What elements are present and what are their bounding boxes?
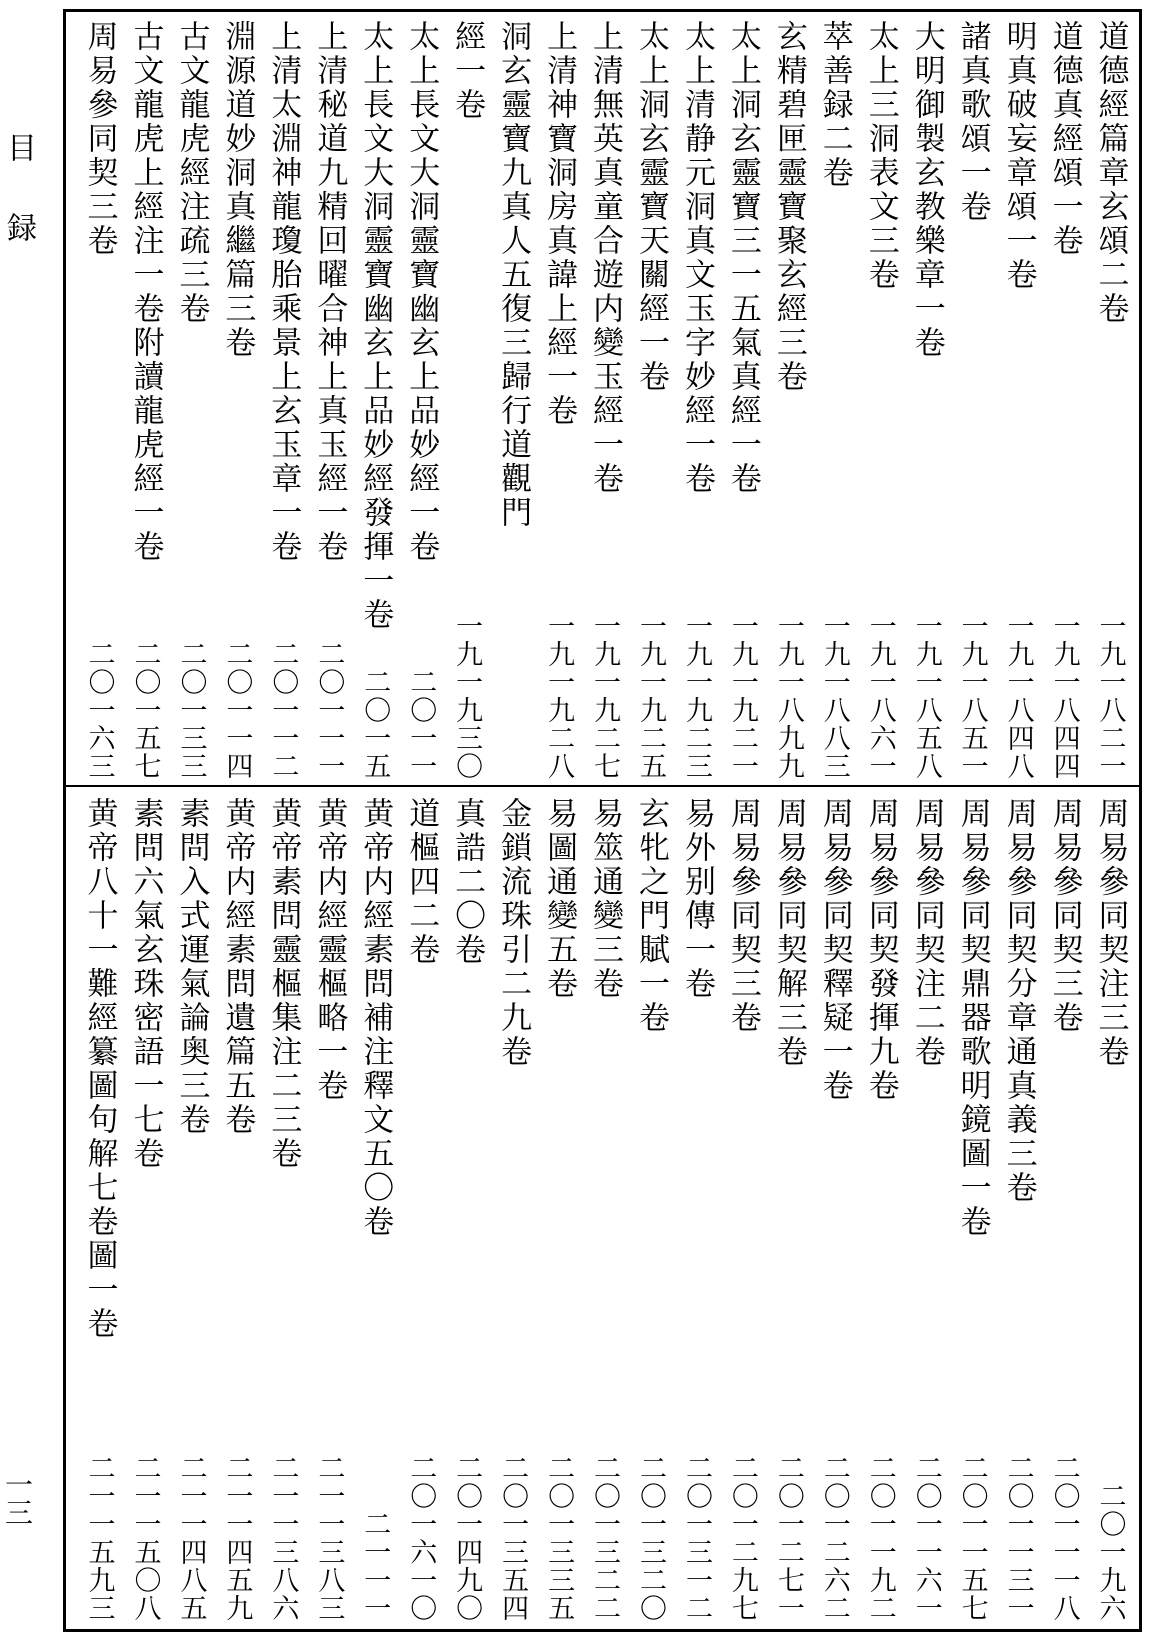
entry-title: 周易參同契發揮九卷 [862, 797, 899, 1103]
catalog-entry [260, 20, 306, 780]
catalog-entry [995, 20, 1041, 780]
entry-title: 周易參同契分章通真義三卷 [1000, 797, 1037, 1205]
catalog-entry [857, 797, 903, 1622]
entry-title: 玄牝之門賦一卷 [632, 797, 669, 1035]
catalog-entry [995, 797, 1041, 1622]
catalog-entry [811, 797, 857, 1622]
catalog-entry [122, 797, 168, 1622]
catalog-entry [949, 20, 995, 780]
catalog-entry [490, 20, 536, 780]
entry-page: 二〇一三一二 [680, 1454, 712, 1622]
entry-page: 一九一八八三 [818, 612, 850, 780]
entry-title: 素問六氣玄珠密語一七卷 [127, 797, 164, 1171]
catalog-entry [949, 797, 995, 1622]
divider [66, 785, 1139, 787]
entry-title: 周易參同契三卷 [81, 20, 118, 258]
entry-title: 萃善録二卷 [816, 20, 853, 190]
entry-page: 二一一四八五 [175, 1454, 207, 1622]
catalog-entry [306, 20, 352, 780]
entry-title: 易圖通變五卷 [541, 797, 578, 1001]
entry-page: 二〇一三三 [175, 640, 207, 780]
entry-title: 易外别傳一卷 [678, 797, 715, 1001]
catalog-entry [398, 20, 444, 780]
entry-title: 道德經篇章玄頌二卷 [1092, 20, 1129, 326]
catalog-entry [1041, 20, 1087, 780]
catalog-entry [168, 797, 214, 1622]
catalog-entry [352, 797, 398, 1622]
catalog-entry [582, 797, 628, 1622]
entry-title: 黄帝八十一難經纂圖句解七卷圖一卷 [81, 797, 118, 1341]
entry-page: 一九一九二五 [634, 612, 666, 780]
entry-page: 二〇一六三 [83, 640, 115, 780]
entry-title: 黄帝内經靈樞略一卷 [311, 797, 348, 1103]
entry-title: 真誥二〇卷 [449, 797, 486, 967]
entry-page: 一九一九三〇 [451, 612, 483, 780]
entry-page: 二〇一三二〇 [634, 1454, 666, 1622]
catalog-entry [444, 20, 490, 780]
entry-page: 二〇一一二 [267, 640, 299, 780]
entry-page: 一九一八五一 [956, 612, 988, 780]
catalog-entry [719, 20, 765, 780]
catalog-entry [398, 797, 444, 1622]
entry-title: 黄帝素問靈樞集注二三卷 [265, 797, 302, 1171]
catalog-entry [582, 20, 628, 780]
page-number: 一三 [1, 1470, 34, 1526]
catalog-entry [76, 20, 122, 780]
catalog-entry [122, 20, 168, 780]
entry-title: 黄帝内經素問補注釋文五〇卷 [357, 797, 394, 1239]
entry-title: 周易參同契釋疑一卷 [816, 797, 853, 1103]
entry-title: 道樞四二卷 [403, 797, 440, 967]
entry-page: 一九一九二七 [589, 612, 621, 780]
entry-page: 二〇一二九七 [726, 1454, 758, 1622]
catalog-entry [260, 797, 306, 1622]
entry-page: 二〇一二七一 [772, 1454, 804, 1622]
entry-title: 經一卷 [449, 20, 486, 122]
entry-page: 二〇一二六二 [818, 1454, 850, 1622]
catalog-entry [811, 20, 857, 780]
entry-title: 古文龍虎上經注一卷附讀龍虎經一卷 [127, 20, 164, 564]
entry-page: 二〇一五七 [129, 640, 161, 780]
entry-page: 二〇一九六 [1094, 1482, 1126, 1622]
catalog-entry [628, 20, 674, 780]
entry-page: 二〇一一六一 [910, 1454, 942, 1622]
catalog-entry [1087, 797, 1133, 1622]
entry-title: 周易參同契注三卷 [1092, 797, 1129, 1069]
entry-page: 二〇一一 [405, 668, 437, 780]
catalog-entry [490, 797, 536, 1622]
catalog-entry [444, 797, 490, 1622]
entry-title: 太上洞玄靈寶天關經一卷 [632, 20, 669, 394]
entry-title: 大明御製玄教樂章一卷 [908, 20, 945, 360]
catalog-entry [352, 20, 398, 780]
catalog-entry [765, 20, 811, 780]
entry-page: 一九一八二一 [1094, 612, 1126, 780]
catalog-entry [214, 20, 260, 780]
catalog-entry [168, 20, 214, 780]
entry-title: 上清神寶洞房真諱上經一卷 [541, 20, 578, 428]
entry-title: 上清無英真童合遊内變玉經一卷 [587, 20, 624, 496]
entry-page: 二一一一 [359, 1510, 391, 1622]
entry-title: 周易參同契三卷 [1046, 797, 1083, 1035]
catalog-entry [1041, 797, 1087, 1622]
entry-page: 一九一九二一 [726, 612, 758, 780]
entry-title: 太上洞玄靈寶三一五氣真經一卷 [724, 20, 761, 496]
entry-title: 玄精碧匣靈寶聚玄經三卷 [770, 20, 807, 394]
catalog-entry [76, 797, 122, 1622]
catalog-frame [63, 9, 1142, 1632]
side-title: 目録 [1, 132, 36, 292]
entry-page: 二〇一三五四 [497, 1454, 529, 1622]
catalog-entry [628, 797, 674, 1622]
entry-title: 周易參同契注二卷 [908, 797, 945, 1069]
entry-page: 二〇一三二二 [589, 1454, 621, 1622]
entry-page: 二一一三八六 [267, 1454, 299, 1622]
entry-page: 二〇一五 [359, 668, 391, 780]
catalog-entry [536, 20, 582, 780]
entry-title: 古文龍虎經注疏三卷 [173, 20, 210, 326]
entry-page: 二〇一六一〇 [405, 1454, 437, 1622]
entry-page: 二〇一一三一 [1002, 1454, 1034, 1622]
entry-page: 一九一八六一 [864, 612, 896, 780]
entry-title: 道德真經頌一卷 [1046, 20, 1083, 258]
catalog-entry [903, 20, 949, 780]
entry-title: 洞玄靈寶九真人五復三歸行道觀門 [495, 20, 532, 530]
entry-page: 二〇一一一八 [1048, 1454, 1080, 1622]
entry-page: 一九一九二三 [680, 612, 712, 780]
entry-title: 太上三洞表文三卷 [862, 20, 899, 292]
bottom-section [76, 797, 1133, 1622]
entry-page: 二一一五九三 [83, 1454, 115, 1622]
catalog-entry [673, 797, 719, 1622]
entry-title: 周易參同契三卷 [724, 797, 761, 1035]
catalog-entry [214, 797, 260, 1622]
entry-title: 淵源道妙洞真繼篇三卷 [219, 20, 256, 360]
entry-title: 太上清静元洞真文玉字妙經一卷 [678, 20, 715, 496]
entry-page: 一九一八四四 [1048, 612, 1080, 780]
entry-title: 金鎖流珠引二九卷 [495, 797, 532, 1069]
entry-page: 二〇一一一 [313, 640, 345, 780]
entry-page: 二一一五〇八 [129, 1454, 161, 1622]
entry-title: 易筮通變三卷 [587, 797, 624, 1001]
catalog-entry [719, 797, 765, 1622]
catalog-entry [306, 797, 352, 1622]
catalog-entry [673, 20, 719, 780]
entry-page: 二〇一三三五 [543, 1454, 575, 1622]
catalog-entry [903, 797, 949, 1622]
entry-title: 上清太淵神龍瓊胎乘景上玄玉章一卷 [265, 20, 302, 564]
entry-page: 二一一四五九 [221, 1454, 253, 1622]
entry-page: 一九一九二八 [543, 612, 575, 780]
top-section [76, 20, 1133, 780]
entry-title: 諸真歌頌一卷 [954, 20, 991, 224]
entry-page: 二一一三八三 [313, 1454, 345, 1622]
entry-page: 二〇一四九〇 [451, 1454, 483, 1622]
entry-title: 黄帝内經素問遺篇五卷 [219, 797, 256, 1137]
entry-page: 二〇一一四 [221, 640, 253, 780]
entry-title: 太上長文大洞靈寶幽玄上品妙經發揮一卷 [357, 20, 394, 632]
catalog-entry [536, 797, 582, 1622]
catalog-entry [1087, 20, 1133, 780]
entry-page: 一九一八五八 [910, 612, 942, 780]
entry-title: 周易參同契解三卷 [770, 797, 807, 1069]
entry-title: 素問入式運氣論奥三卷 [173, 797, 210, 1137]
entry-title: 周易參同契鼎器歌明鏡圖一卷 [954, 797, 991, 1239]
entry-title: 上清秘道九精回曜合神上真玉經一卷 [311, 20, 348, 564]
entry-page: 一九一八九九 [772, 612, 804, 780]
entry-page: 二〇一一五七 [956, 1454, 988, 1622]
catalog-entry [765, 797, 811, 1622]
entry-title: 明真破妄章頌一卷 [1000, 20, 1037, 292]
entry-page: 二〇一一九二 [864, 1454, 896, 1622]
entry-title: 太上長文大洞靈寶幽玄上品妙經一卷 [403, 20, 440, 564]
entry-page: 一九一八四八 [1002, 612, 1034, 780]
catalog-entry [857, 20, 903, 780]
